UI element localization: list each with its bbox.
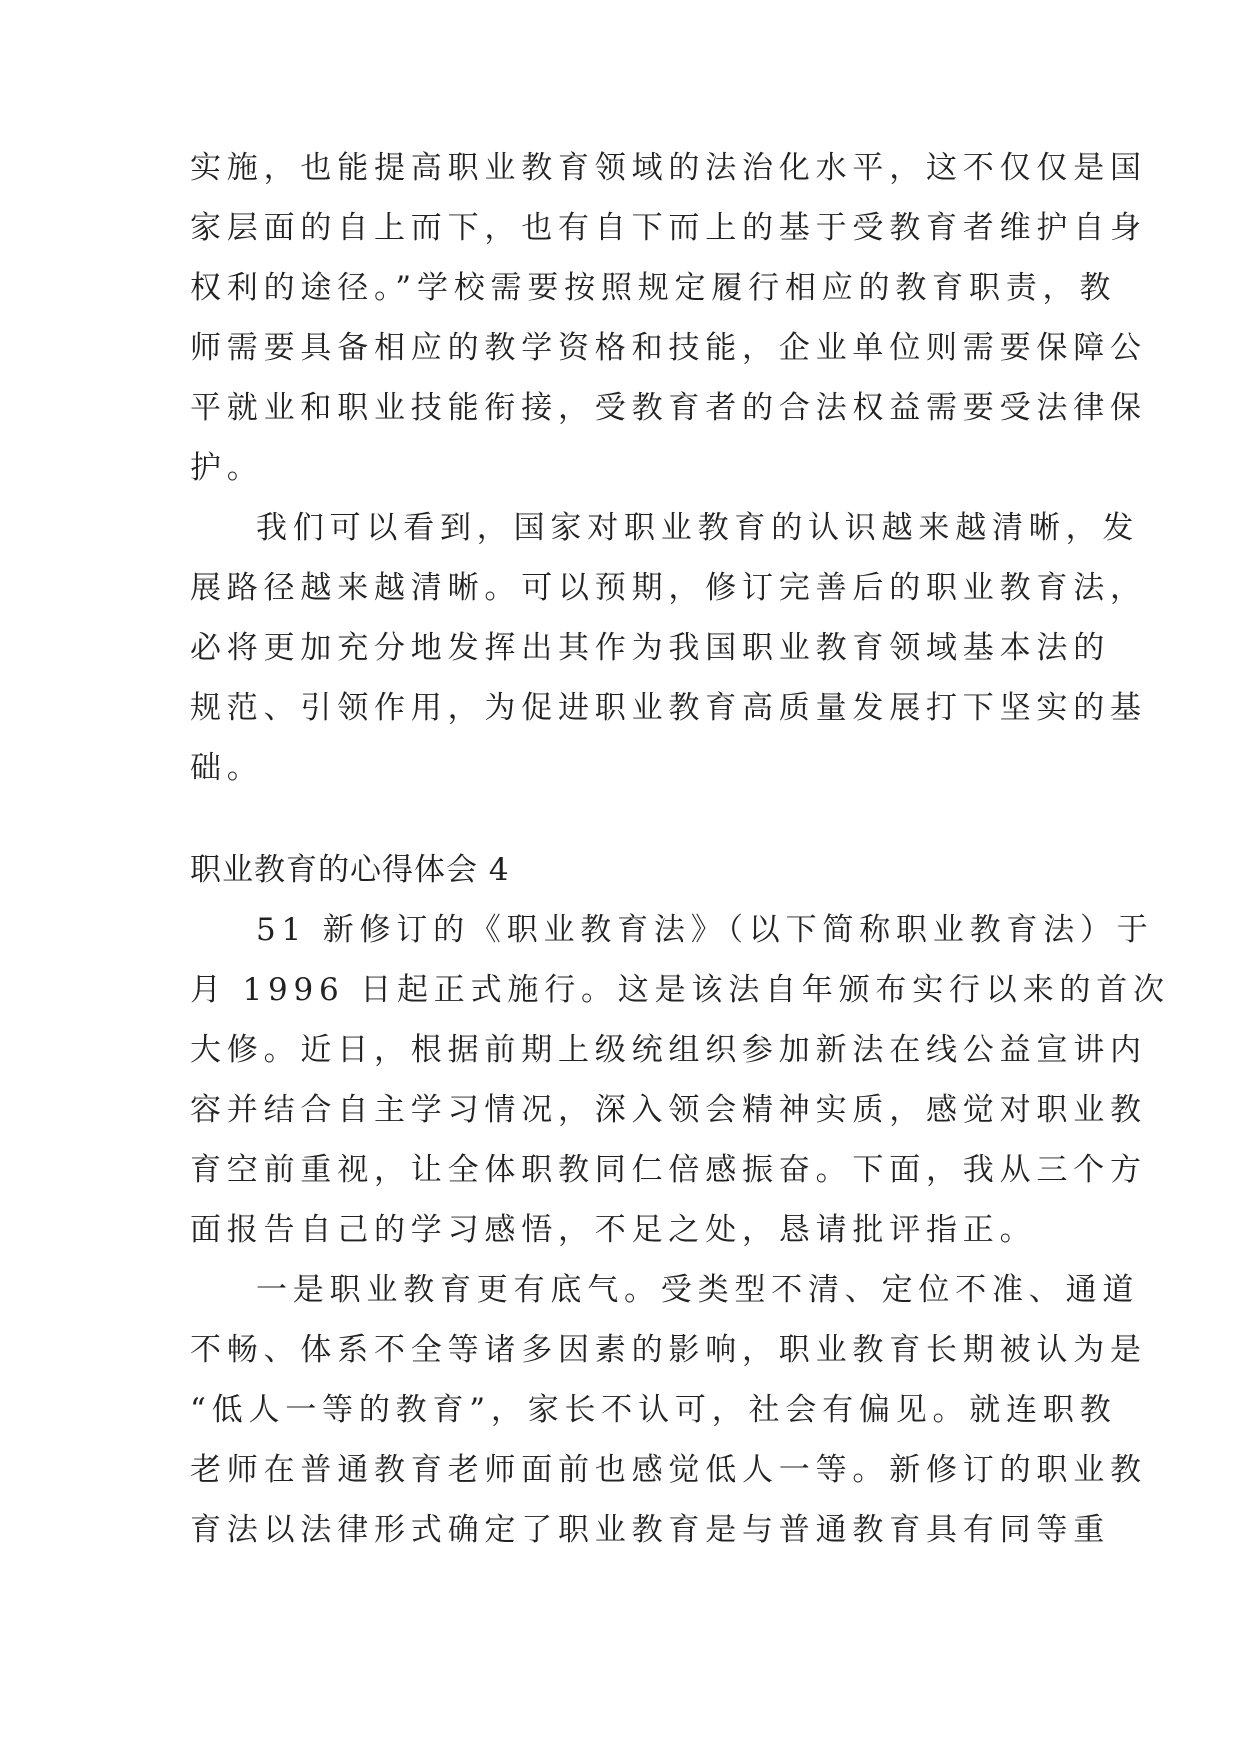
text-line: 老师在普通教育老师面前也感觉低人一等。新修订的职业教 [190,1452,1147,1488]
text-line: 展路径越来越清晰。可以预期，修订完善后的职业教育法， [190,570,1147,606]
text-line: 育空前重视，让全体职教同仁倍感振奋。下面，我从三个方 [190,1152,1147,1188]
text-line: 师需要具备相应的教学资格和技能，企业单位则需要保障公 [190,330,1147,366]
text-line: 容并结合自主学习情况，深入领会精神实质，感觉对职业教 [190,1092,1147,1128]
text-line: 51 新修订的《职业教育法》（以下简称职业教育法）于 [256,912,1154,948]
text-line: 家层面的自上而下，也有自下而上的基于受教育者维护自身 [190,210,1147,246]
text-line: 大修。近日，根据前期上级统组织参加新法在线公益宣讲内 [190,1032,1147,1068]
text-line: 一是职业教育更有底气。受类型不清、定位不准、通道 [256,1272,1140,1308]
text-line: 必将更加充分地发挥出其作为我国职业教育领域基本法的 [190,630,1110,666]
text-line: 平就业和职业技能衔接，受教育者的合法权益需要受法律保 [190,390,1147,426]
text-line: 不畅、体系不全等诸多因素的影响，职业教育长期被认为是 [190,1332,1147,1368]
text-line: 规范、引领作用，为促进职业教育高质量发展打下坚实的基 [190,690,1147,726]
text-line: 护。 [190,450,264,486]
text-line: “低人一等的教育”，家长不认可，社会有偏见。就连职教 [190,1392,1117,1428]
text-line: 面报告自己的学习感悟，不足之处，恳请批评指正。 [190,1212,1037,1248]
text-line: 我们可以看到，国家对职业教育的认识越来越清晰，发 [256,510,1140,546]
text-line: 月 1996 日起正式施行。这是该法自年颁布实行以来的首次 [190,972,1170,1008]
text-line: 权利的途径。”学校需要按照规定履行相应的教育职责，教 [190,270,1117,306]
section-heading: 职业教育的心得体会 4 [190,852,510,888]
text-line: 育法以法律形式确定了职业教育是与普通教育具有同等重 [190,1512,1110,1548]
text-line: 实施，也能提高职业教育领域的法治化水平，这不仅仅是国 [190,150,1147,186]
text-line: 础。 [190,750,264,786]
